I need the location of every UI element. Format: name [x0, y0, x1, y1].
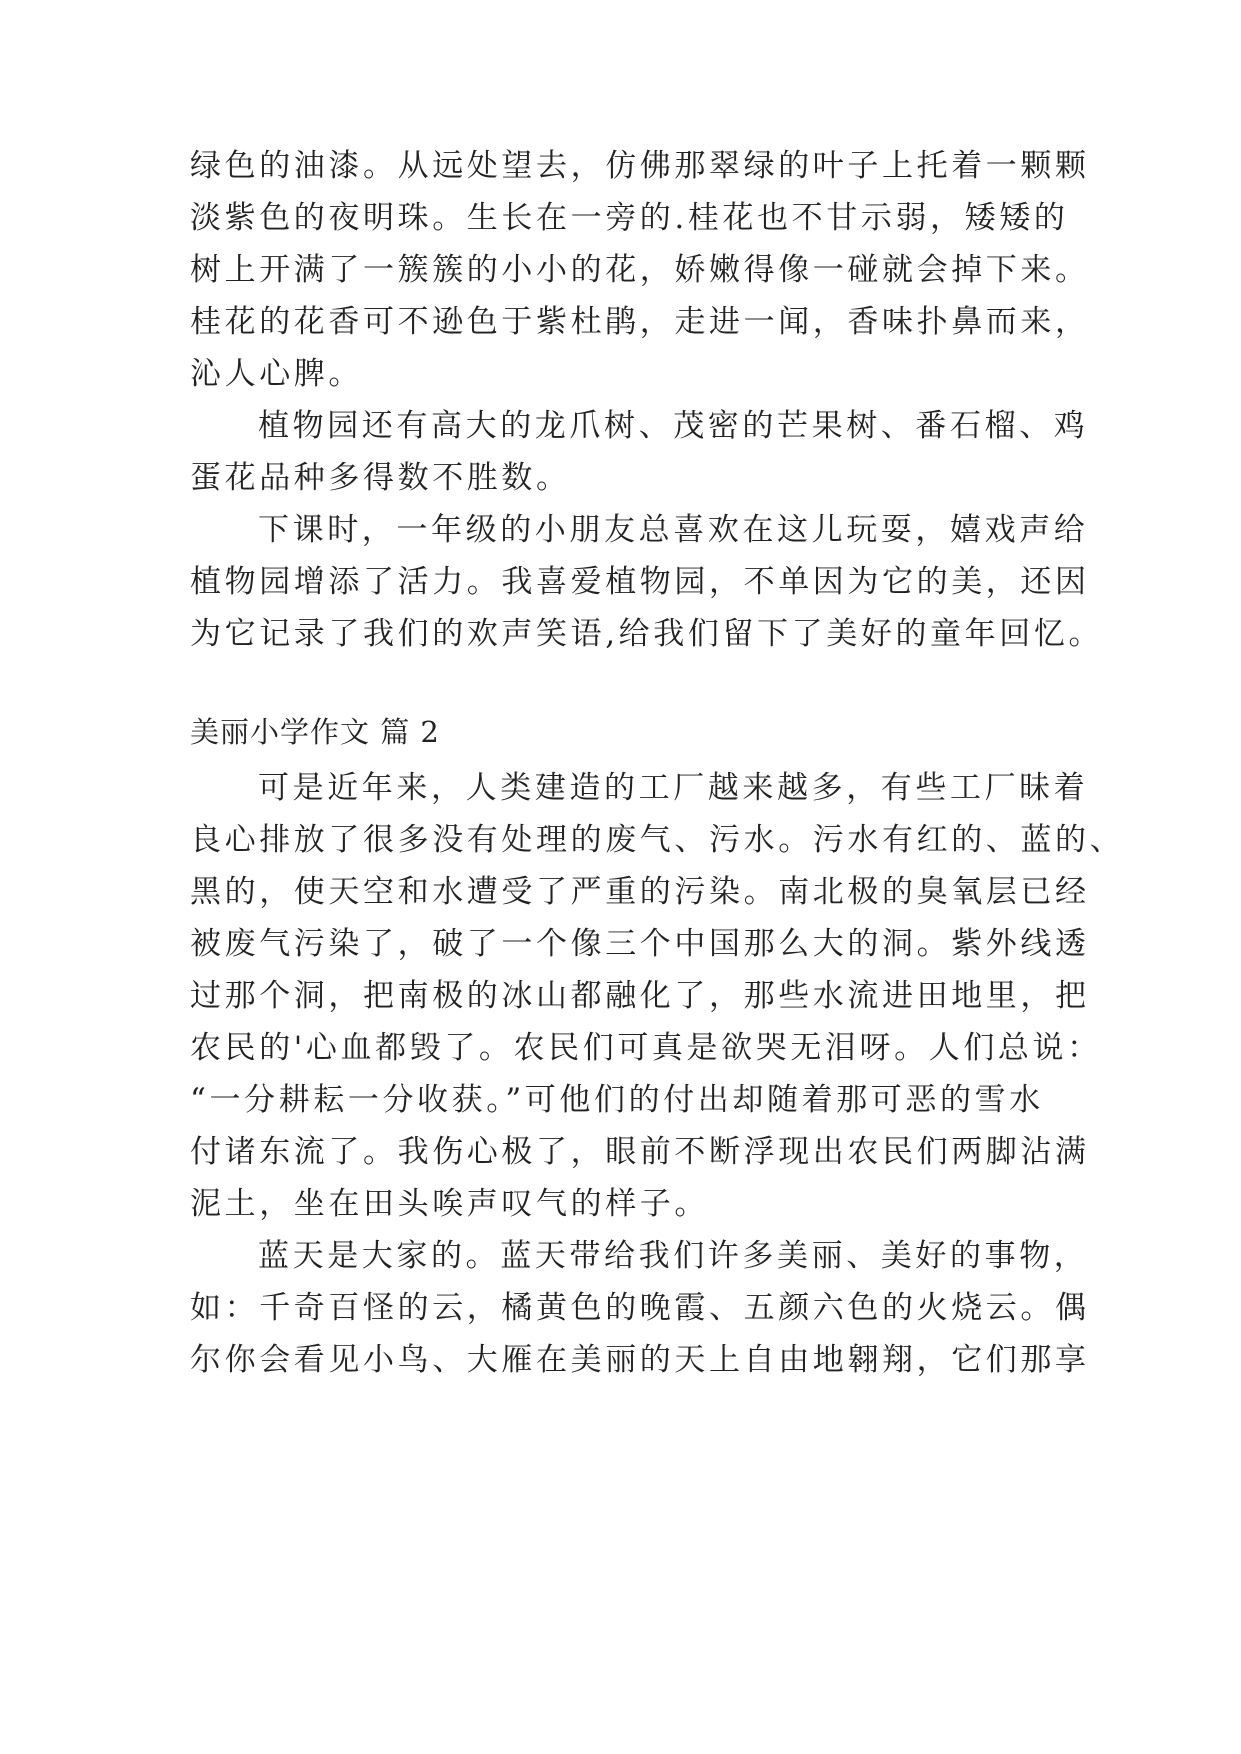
body-text-line: “一分耕耘一分收获。”可他们的付出却随着那可恶的雪水 [190, 1082, 1044, 1118]
body-text-line: 如：千奇百怪的云，橘黄色的晚霞、五颜六色的火烧云。偶 [190, 1290, 1090, 1326]
paragraph-start-line: 蓝天是大家的。蓝天带给我们许多美丽、美好的事物， [258, 1238, 1089, 1274]
body-text-line: 沁人心脾。 [190, 356, 363, 392]
body-text-line: 植物园增添了活力。我喜爱植物园，不单因为它的美，还因 [190, 564, 1090, 600]
body-text-line: 绿色的油漆。从远处望去，仿佛那翠绿的叶子上托着一颗颗 [190, 148, 1090, 184]
body-text-line: 农民的'心血都毁了。农民们可真是欲哭无泪呀。人们总说： [190, 1030, 1102, 1066]
body-text-line: 黑的，使天空和水遭受了严重的污染。南北极的臭氧层已经 [190, 874, 1090, 910]
body-text-line: 泥土，坐在田头唉声叹气的样子。 [190, 1186, 709, 1222]
paragraph-start-line: 植物园还有高大的龙爪树、茂密的芒果树、番石榴、鸡 [258, 408, 1089, 444]
body-text-line: 蛋花品种多得数不胜数。 [190, 460, 571, 496]
body-text-line: 付诸东流了。我伤心极了，眼前不断浮现出农民们两脚沾满 [190, 1134, 1090, 1170]
paragraph-start-line: 可是近年来，人类建造的工厂越来越多，有些工厂昧着 [258, 770, 1089, 806]
section-heading: 美丽小学作文 篇 2 [190, 715, 440, 749]
paragraph-start-line: 下课时，一年级的小朋友总喜欢在这儿玩耍，嬉戏声给 [258, 512, 1089, 548]
body-text-line: 尔你会看见小鸟、大雁在美丽的天上自由地翱翔，它们那享 [190, 1342, 1090, 1378]
body-text-line: 为它记录了我们的欢声笑语,给我们留下了美好的童年回忆。 [190, 616, 1104, 652]
body-text-line: 良心排放了很多没有处理的废气、污水。污水有红的、蓝的、 [190, 822, 1125, 858]
body-text-line: 被废气污染了，破了一个像三个中国那么大的洞。紫外线透 [190, 926, 1090, 962]
body-text-line: 树上开满了一簇簇的小小的花，娇嫩得像一碰就会掉下来。 [190, 252, 1090, 288]
body-text-line: 淡紫色的夜明珠。生长在一旁的.桂花也不甘示弱，矮矮的 [190, 200, 1069, 236]
body-text-line: 桂花的花香可不逊色于紫杜鹃，走进一闻，香味扑鼻而来， [190, 304, 1090, 340]
body-text-line: 过那个洞，把南极的冰山都融化了，那些水流进田地里，把 [190, 978, 1090, 1014]
